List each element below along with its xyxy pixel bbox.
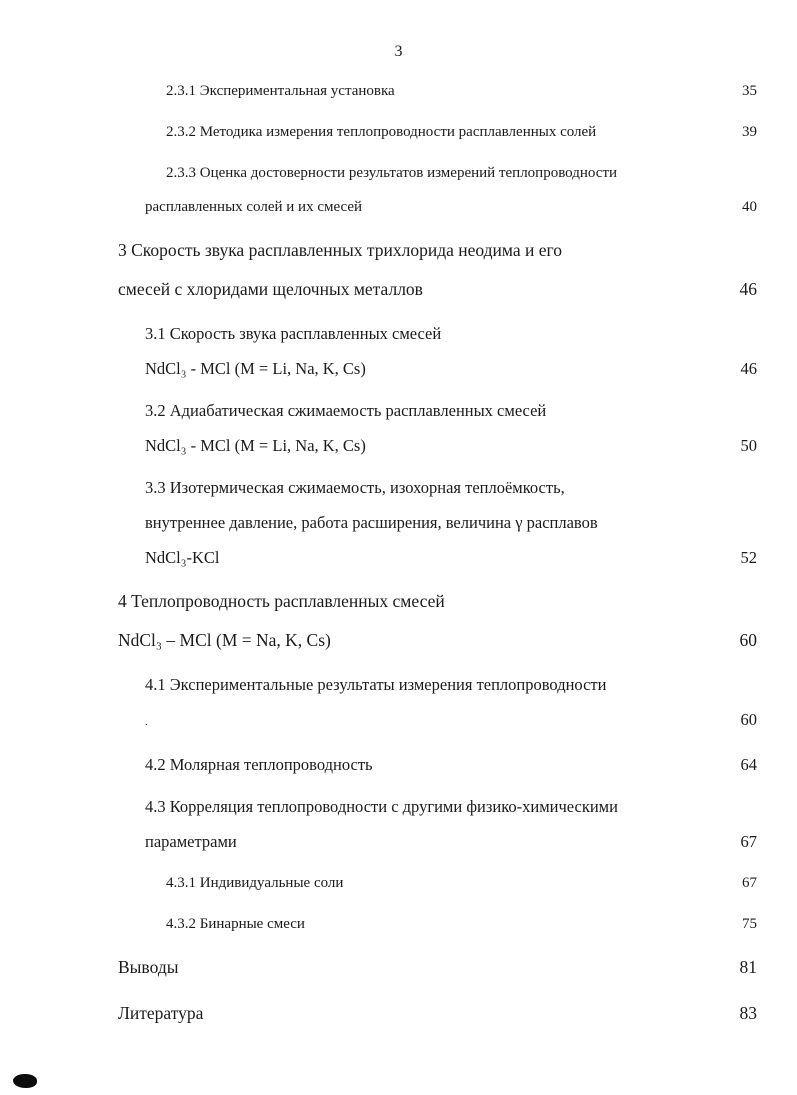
toc-entry-text: . (145, 716, 148, 728)
toc-entry-text: Выводы (118, 957, 179, 977)
toc-entry-page: 52 (740, 548, 757, 567)
toc-entry-page: 39 (742, 124, 757, 140)
toc-entry-text: 4 Теплопроводность расплавленных смесей (118, 591, 445, 611)
toc-entry-text: смесей с хлоридами щелочных металлов (118, 279, 423, 299)
toc-entry-text: 3.3 Изотермическая сжимаемость, изохорная теплоёмкость, (145, 478, 565, 497)
toc-entry (166, 907, 757, 941)
toc-entry-page: 67 (742, 875, 757, 891)
toc-entry-text: Литература (118, 1003, 204, 1023)
toc-entry (145, 789, 757, 859)
toc-entry-text: 2.3.3 Оценка достоверности результатов измерений теплопроводности (166, 165, 618, 181)
toc-entry-text: внутреннее давление, работа расширения, величина γ расплавов (145, 513, 598, 532)
toc-entry-line (145, 824, 757, 859)
toc-entry-line (145, 393, 757, 428)
toc-entry-text: 2.3.1 Экспериментальная установка (166, 83, 395, 99)
toc-entry-line (118, 270, 757, 309)
toc-entry-text: 4.1 Экспериментальные результаты измерения теплопроводности (145, 675, 607, 694)
toc-entry-page: 64 (740, 755, 757, 774)
toc-entry-line (166, 115, 757, 149)
toc-entry-page: 35 (742, 83, 757, 99)
toc-entry (166, 74, 757, 108)
toc-entry-text: 3.1 Скорость звука расплавленных смесей (145, 324, 442, 343)
toc-entry-line (145, 789, 757, 824)
toc-entry-text: NdCl₃ – MCl (M = Na, K, Cs) (118, 630, 331, 650)
toc-entry-line (166, 866, 757, 900)
toc-entry (166, 115, 757, 149)
toc-entry-text: NdCl₃ - MCl (M = Li, Na, K, Cs) (145, 436, 366, 455)
toc-entry-line (118, 582, 757, 621)
scan-artifact-blob (13, 1074, 37, 1088)
page-number: 3 (394, 43, 403, 60)
toc-entry (166, 866, 757, 900)
toc-entry-page: 46 (739, 279, 757, 299)
toc-entry-text: параметрами (145, 832, 237, 851)
toc-entry-text: NdCl₃ - MCl (M = Li, Na, K, Cs) (145, 359, 366, 378)
toc-entry-line (145, 747, 757, 782)
toc-entry-line (145, 316, 757, 351)
toc-entry (118, 582, 757, 660)
toc-entry-line (145, 540, 757, 575)
toc-entry-line (118, 231, 757, 270)
toc-entry-line (166, 156, 757, 190)
toc-entry-text: 2.3.2 Методика измерения теплопроводности расплавленных солей (166, 124, 597, 140)
toc-entry-page: 40 (742, 199, 757, 215)
toc-entry-text: NdCl₃-KCl (145, 548, 220, 567)
toc-entry-page: 46 (740, 359, 757, 378)
toc-entry (145, 156, 757, 224)
toc-entry-text: расплавленных солей и их смесей (145, 199, 363, 215)
toc-entry-text: 4.3 Корреляция теплопроводности с другими физико-химическими (145, 797, 618, 816)
table-of-contents (0, 74, 797, 1033)
toc-entry-page: 50 (740, 436, 757, 455)
toc-entry-text: 3.2 Адиабатическая сжимаемость расплавленных смесей (145, 401, 547, 420)
toc-entry-line (118, 994, 757, 1033)
toc-entry (145, 747, 757, 782)
toc-entry-line (145, 505, 757, 540)
toc-entry-line (118, 621, 757, 660)
toc-entry-text: 3 Скорость звука расплавленных трихлорида неодима и его (118, 240, 562, 260)
toc-entry (118, 948, 757, 987)
toc-entry-text: 4.2 Молярная теплопроводность (145, 755, 373, 774)
toc-entry-page: 60 (740, 710, 757, 729)
toc-entry (145, 316, 757, 386)
toc-entry-line (145, 190, 757, 224)
toc-entry-line (145, 702, 757, 740)
toc-entry-page: 60 (739, 630, 757, 650)
toc-entry-line (166, 74, 757, 108)
toc-entry-page: 81 (739, 957, 757, 977)
toc-entry-line (166, 907, 757, 941)
toc-entry (118, 994, 757, 1033)
toc-entry-page: 67 (740, 832, 757, 851)
toc-entry (118, 231, 757, 309)
toc-entry-line (145, 351, 757, 386)
toc-entry-line (145, 428, 757, 463)
toc-entry-text: 4.3.1 Индивидуальные соли (166, 875, 344, 891)
toc-entry (145, 393, 757, 463)
toc-entry-line (118, 948, 757, 987)
toc-entry-text: 4.3.2 Бинарные смеси (166, 916, 305, 932)
toc-entry-page: 75 (742, 916, 757, 932)
toc-entry-line (145, 667, 757, 702)
toc-entry (145, 667, 757, 740)
toc-entry-line (145, 470, 757, 505)
toc-entry (145, 470, 757, 575)
toc-entry-page: 83 (739, 1003, 757, 1023)
